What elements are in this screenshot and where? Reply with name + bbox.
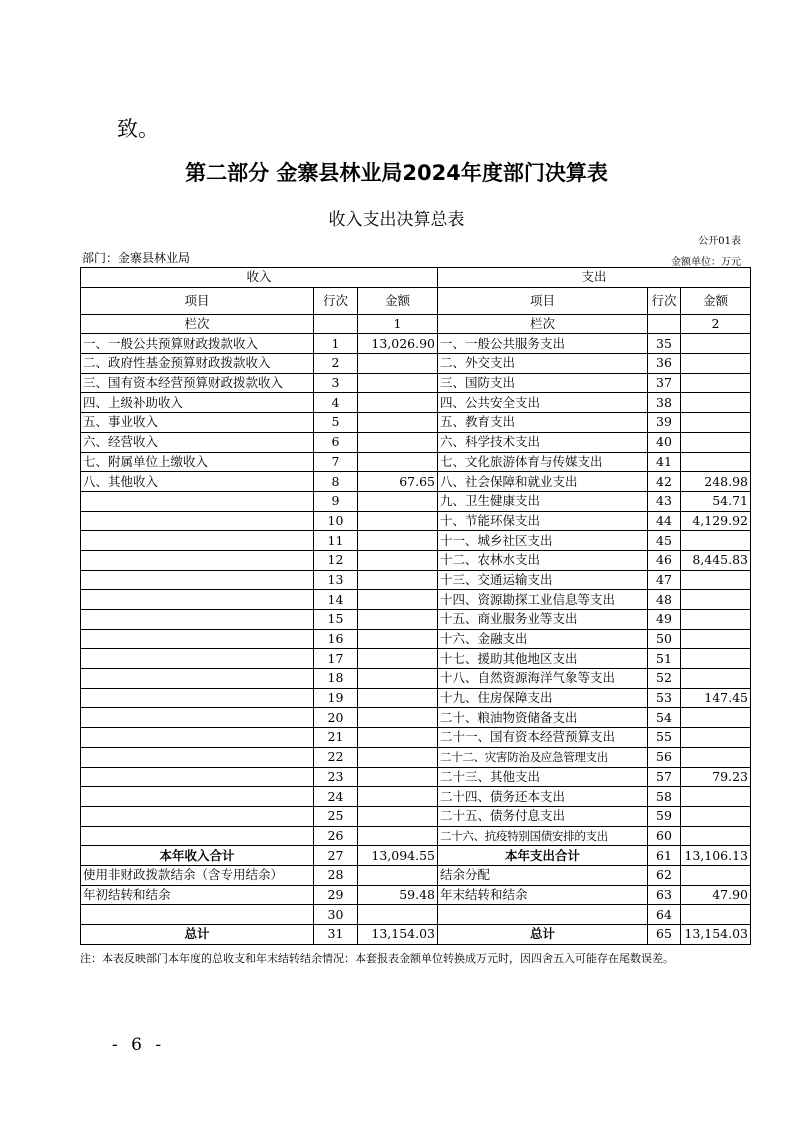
table-row xyxy=(81,590,751,610)
table-row xyxy=(81,610,751,630)
income-row-no: 8 xyxy=(314,472,358,492)
expense-amount xyxy=(681,413,751,433)
table-row xyxy=(81,885,751,905)
expense-item: 十二、农林水支出 xyxy=(438,550,648,570)
expense-row-no: 52 xyxy=(648,669,681,689)
income-item xyxy=(81,610,314,630)
expense-row-no: 60 xyxy=(648,826,681,846)
expense-row-no: 62 xyxy=(648,865,681,885)
income-item xyxy=(81,491,314,511)
income-row-no: 18 xyxy=(314,669,358,689)
expense-row-no: 45 xyxy=(648,531,681,551)
income-amount xyxy=(358,452,438,472)
table-title: 收入支出决算总表 xyxy=(328,210,465,230)
income-row-no: 15 xyxy=(314,610,358,630)
expense-header: 支出 xyxy=(438,268,751,288)
income-row-no: 9 xyxy=(314,491,358,511)
income-row-no: 31 xyxy=(314,925,358,945)
income-item: 使用非财政拨款结余（含专用结余） xyxy=(81,865,314,885)
expense-item: 十九、住房保障支出 xyxy=(438,688,648,708)
expense-row-no: 59 xyxy=(648,806,681,826)
income-column-label: 栏次 xyxy=(81,314,314,334)
expense-row-no: 37 xyxy=(648,373,681,393)
income-amount xyxy=(358,413,438,433)
income-item: 七、附属单位上缴收入 xyxy=(81,452,314,472)
income-item xyxy=(81,590,314,610)
income-row-no: 26 xyxy=(314,826,358,846)
table-row xyxy=(81,865,751,885)
income-amount xyxy=(358,393,438,413)
income-amount xyxy=(358,688,438,708)
table-row xyxy=(81,531,751,551)
expense-amount xyxy=(681,787,751,807)
column-header-row xyxy=(81,287,751,314)
expense-row-no: 40 xyxy=(648,432,681,452)
expense-item: 十、节能环保支出 xyxy=(438,511,648,531)
income-amount xyxy=(358,669,438,689)
expense-amount xyxy=(681,531,751,551)
expense-item: 二、外交支出 xyxy=(438,354,648,374)
expense-amount xyxy=(681,747,751,767)
income-item xyxy=(81,905,314,925)
expense-item: 本年支出合计 xyxy=(438,846,648,866)
income-amount xyxy=(358,747,438,767)
table-row xyxy=(81,688,751,708)
expense-row-no: 39 xyxy=(648,413,681,433)
income-amount xyxy=(358,826,438,846)
income-amount: 13,026.90 xyxy=(358,334,438,354)
table-row xyxy=(81,708,751,728)
expense-row-no: 43 xyxy=(648,491,681,511)
income-amount xyxy=(358,511,438,531)
page-title: 第二部分 金寨县林业局2024年度部门决算表 xyxy=(185,161,608,185)
expense-row-no: 42 xyxy=(648,472,681,492)
expense-amount xyxy=(681,373,751,393)
income-item xyxy=(81,806,314,826)
income-row-no: 13 xyxy=(314,570,358,590)
income-item-header: 项目 xyxy=(81,287,314,314)
income-row-no: 20 xyxy=(314,708,358,728)
income-amount xyxy=(358,649,438,669)
expense-amount xyxy=(681,393,751,413)
table-row xyxy=(81,373,751,393)
table-row xyxy=(81,629,751,649)
income-amount: 13,154.03 xyxy=(358,925,438,945)
income-item xyxy=(81,747,314,767)
expense-row-no: 48 xyxy=(648,590,681,610)
expense-amount: 248.98 xyxy=(681,472,751,492)
expense-item: 二十五、债务付息支出 xyxy=(438,806,648,826)
section-header-row xyxy=(81,268,751,288)
income-item xyxy=(81,570,314,590)
income-item xyxy=(81,708,314,728)
expense-amount xyxy=(681,806,751,826)
expense-row-no: 35 xyxy=(648,334,681,354)
expense-amount xyxy=(681,826,751,846)
expense-amount xyxy=(681,669,751,689)
expense-amount: 79.23 xyxy=(681,767,751,787)
income-item xyxy=(81,649,314,669)
table-row xyxy=(81,354,751,374)
expense-row-no: 41 xyxy=(648,452,681,472)
income-amount xyxy=(358,629,438,649)
expense-row-no: 56 xyxy=(648,747,681,767)
expense-row-no: 55 xyxy=(648,728,681,748)
income-row-no: 19 xyxy=(314,688,358,708)
income-item: 六、经营收入 xyxy=(81,432,314,452)
expense-item: 六、科学技术支出 xyxy=(438,432,648,452)
expense-row-no: 61 xyxy=(648,846,681,866)
income-row-no: 17 xyxy=(314,649,358,669)
income-item: 本年收入合计 xyxy=(81,846,314,866)
income-item: 年初结转和结余 xyxy=(81,885,314,905)
expense-row-no-header: 行次 xyxy=(648,287,681,314)
expense-row-no: 46 xyxy=(648,550,681,570)
income-row-no: 14 xyxy=(314,590,358,610)
income-amount-header: 金额 xyxy=(358,287,438,314)
expense-item: 一、一般公共服务支出 xyxy=(438,334,648,354)
income-item xyxy=(81,669,314,689)
income-row-no: 12 xyxy=(314,550,358,570)
expense-amount xyxy=(681,728,751,748)
expense-amount xyxy=(681,334,751,354)
income-row-no: 3 xyxy=(314,373,358,393)
income-row-no: 1 xyxy=(314,334,358,354)
income-row-no: 27 xyxy=(314,846,358,866)
income-item xyxy=(81,550,314,570)
expense-row-no: 51 xyxy=(648,649,681,669)
expense-amount-header: 金额 xyxy=(681,287,751,314)
page-number: - 6 - xyxy=(112,1035,166,1055)
income-item xyxy=(81,688,314,708)
income-amount xyxy=(358,373,438,393)
income-amount xyxy=(358,787,438,807)
income-header: 收入 xyxy=(81,268,438,288)
expense-amount: 47.90 xyxy=(681,885,751,905)
expense-amount xyxy=(681,649,751,669)
income-row-no: 22 xyxy=(314,747,358,767)
income-item: 一、一般公共预算财政拨款收入 xyxy=(81,334,314,354)
expense-row-no: 38 xyxy=(648,393,681,413)
expense-amount xyxy=(681,570,751,590)
expense-item: 二十六、抗疫特别国债安排的支出 xyxy=(438,826,648,846)
expense-row-no: 63 xyxy=(648,885,681,905)
table-row xyxy=(81,511,751,531)
expense-row-no: 36 xyxy=(648,354,681,374)
table-row xyxy=(81,767,751,787)
subtotal-row xyxy=(81,846,751,866)
expense-row-no: 57 xyxy=(648,767,681,787)
expense-item: 三、国防支出 xyxy=(438,373,648,393)
expense-item: 二十、粮油物资储备支出 xyxy=(438,708,648,728)
income-item xyxy=(81,728,314,748)
expense-item: 二十二、灾害防治及应急管理支出 xyxy=(438,747,648,767)
budget-summary-table xyxy=(80,267,751,945)
expense-row-no: 53 xyxy=(648,688,681,708)
income-row-no: 25 xyxy=(314,806,358,826)
expense-row-no: 58 xyxy=(648,787,681,807)
expense-item: 五、教育支出 xyxy=(438,413,648,433)
income-amount xyxy=(358,531,438,551)
expense-item: 四、公共安全支出 xyxy=(438,393,648,413)
expense-item: 结余分配 xyxy=(438,865,648,885)
table-row xyxy=(81,452,751,472)
income-amount xyxy=(358,728,438,748)
expense-item-header: 项目 xyxy=(438,287,648,314)
expense-item: 二十四、债务还本支出 xyxy=(438,787,648,807)
table-row xyxy=(81,728,751,748)
income-amount xyxy=(358,905,438,925)
table-row xyxy=(81,747,751,767)
table-row xyxy=(81,432,751,452)
expense-amount: 4,129.92 xyxy=(681,511,751,531)
income-amount xyxy=(358,767,438,787)
table-row xyxy=(81,491,751,511)
income-amount: 13,094.55 xyxy=(358,846,438,866)
income-amount: 59.48 xyxy=(358,885,438,905)
expense-row-no-index xyxy=(648,314,681,334)
income-row-no: 7 xyxy=(314,452,358,472)
expense-amount xyxy=(681,610,751,630)
expense-amount xyxy=(681,865,751,885)
expense-item: 二十三、其他支出 xyxy=(438,767,648,787)
expense-item: 十五、商业服务业等支出 xyxy=(438,610,648,630)
income-item xyxy=(81,826,314,846)
expense-item: 八、社会保障和就业支出 xyxy=(438,472,648,492)
expense-row-no: 54 xyxy=(648,708,681,728)
table-row xyxy=(81,669,751,689)
income-amount xyxy=(358,708,438,728)
income-item xyxy=(81,767,314,787)
expense-item: 十六、金融支出 xyxy=(438,629,648,649)
expense-amount: 13,106.13 xyxy=(681,846,751,866)
income-row-no: 6 xyxy=(314,432,358,452)
income-amount xyxy=(358,610,438,630)
income-item: 五、事业收入 xyxy=(81,413,314,433)
table-row xyxy=(81,826,751,846)
expense-item: 十三、交通运输支出 xyxy=(438,570,648,590)
table-row xyxy=(81,334,751,354)
expense-amount: 54.71 xyxy=(681,491,751,511)
expense-row-no: 47 xyxy=(648,570,681,590)
income-amount: 67.65 xyxy=(358,472,438,492)
income-item xyxy=(81,629,314,649)
expense-amount xyxy=(681,432,751,452)
expense-item: 十七、援助其他地区支出 xyxy=(438,649,648,669)
expense-row-no: 44 xyxy=(648,511,681,531)
department-label: 部门：金寨县林业局 xyxy=(82,251,191,265)
table-row xyxy=(81,393,751,413)
income-amount xyxy=(358,590,438,610)
income-amount xyxy=(358,570,438,590)
income-row-no: 28 xyxy=(314,865,358,885)
income-row-no: 2 xyxy=(314,354,358,374)
income-amount xyxy=(358,865,438,885)
income-row-no: 24 xyxy=(314,787,358,807)
expense-amount xyxy=(681,905,751,925)
income-item xyxy=(81,531,314,551)
expense-column-label: 栏次 xyxy=(438,314,648,334)
income-row-no: 23 xyxy=(314,767,358,787)
expense-item: 总计 xyxy=(438,925,648,945)
expense-row-no: 49 xyxy=(648,610,681,630)
expense-row-no: 50 xyxy=(648,629,681,649)
table-row xyxy=(81,550,751,570)
form-code: 公开01表 xyxy=(698,236,741,247)
income-item: 八、其他收入 xyxy=(81,472,314,492)
expense-item: 九、卫生健康支出 xyxy=(438,491,648,511)
income-amount xyxy=(358,491,438,511)
income-amount xyxy=(358,550,438,570)
table-row xyxy=(81,806,751,826)
income-item: 总计 xyxy=(81,925,314,945)
expense-item: 十四、资源勘探工业信息等支出 xyxy=(438,590,648,610)
expense-amount: 147.45 xyxy=(681,688,751,708)
expense-amount xyxy=(681,354,751,374)
income-amount xyxy=(358,806,438,826)
income-row-no: 5 xyxy=(314,413,358,433)
expense-item: 年末结转和结余 xyxy=(438,885,648,905)
table-row xyxy=(81,413,751,433)
expense-amount xyxy=(681,629,751,649)
expense-amount: 8,445.83 xyxy=(681,550,751,570)
income-amount xyxy=(358,354,438,374)
income-item: 四、上级补助收入 xyxy=(81,393,314,413)
income-row-no: 11 xyxy=(314,531,358,551)
income-row-no: 4 xyxy=(314,393,358,413)
expense-item xyxy=(438,905,648,925)
income-row-no: 29 xyxy=(314,885,358,905)
expense-amount: 13,154.03 xyxy=(681,925,751,945)
income-amount xyxy=(358,432,438,452)
column-index-row xyxy=(81,314,751,334)
expense-row-no: 65 xyxy=(648,925,681,945)
income-item: 三、国有资本经营预算财政拨款收入 xyxy=(81,373,314,393)
income-row-no: 10 xyxy=(314,511,358,531)
income-row-no: 30 xyxy=(314,905,358,925)
expense-col-number: 2 xyxy=(681,314,751,334)
table-row xyxy=(81,649,751,669)
income-item: 二、政府性基金预算财政拨款收入 xyxy=(81,354,314,374)
expense-amount xyxy=(681,590,751,610)
expense-item: 二十一、国有资本经营预算支出 xyxy=(438,728,648,748)
income-row-no: 21 xyxy=(314,728,358,748)
income-row-no-index xyxy=(314,314,358,334)
expense-item: 七、文化旅游体育与传媒支出 xyxy=(438,452,648,472)
table-row xyxy=(81,787,751,807)
income-col-number: 1 xyxy=(358,314,438,334)
income-row-no: 16 xyxy=(314,629,358,649)
table-row xyxy=(81,472,751,492)
amount-unit: 金额单位：万元 xyxy=(671,257,741,268)
expense-amount xyxy=(681,452,751,472)
expense-amount xyxy=(681,708,751,728)
expense-row-no: 64 xyxy=(648,905,681,925)
table-row xyxy=(81,905,751,925)
footnote: 注：本表反映部门本年度的总收支和年末结转结余情况：本套报表金额单位转换成万元时，因四舍五入可能存在尾数误差。 xyxy=(80,952,674,965)
income-item xyxy=(81,787,314,807)
income-row-no-header: 行次 xyxy=(314,287,358,314)
table-row xyxy=(81,570,751,590)
expense-item: 十八、自然资源海洋气象等支出 xyxy=(438,669,648,689)
total-row xyxy=(81,925,751,945)
lead-text: 致。 xyxy=(117,117,159,141)
income-item xyxy=(81,511,314,531)
expense-item: 十一、城乡社区支出 xyxy=(438,531,648,551)
